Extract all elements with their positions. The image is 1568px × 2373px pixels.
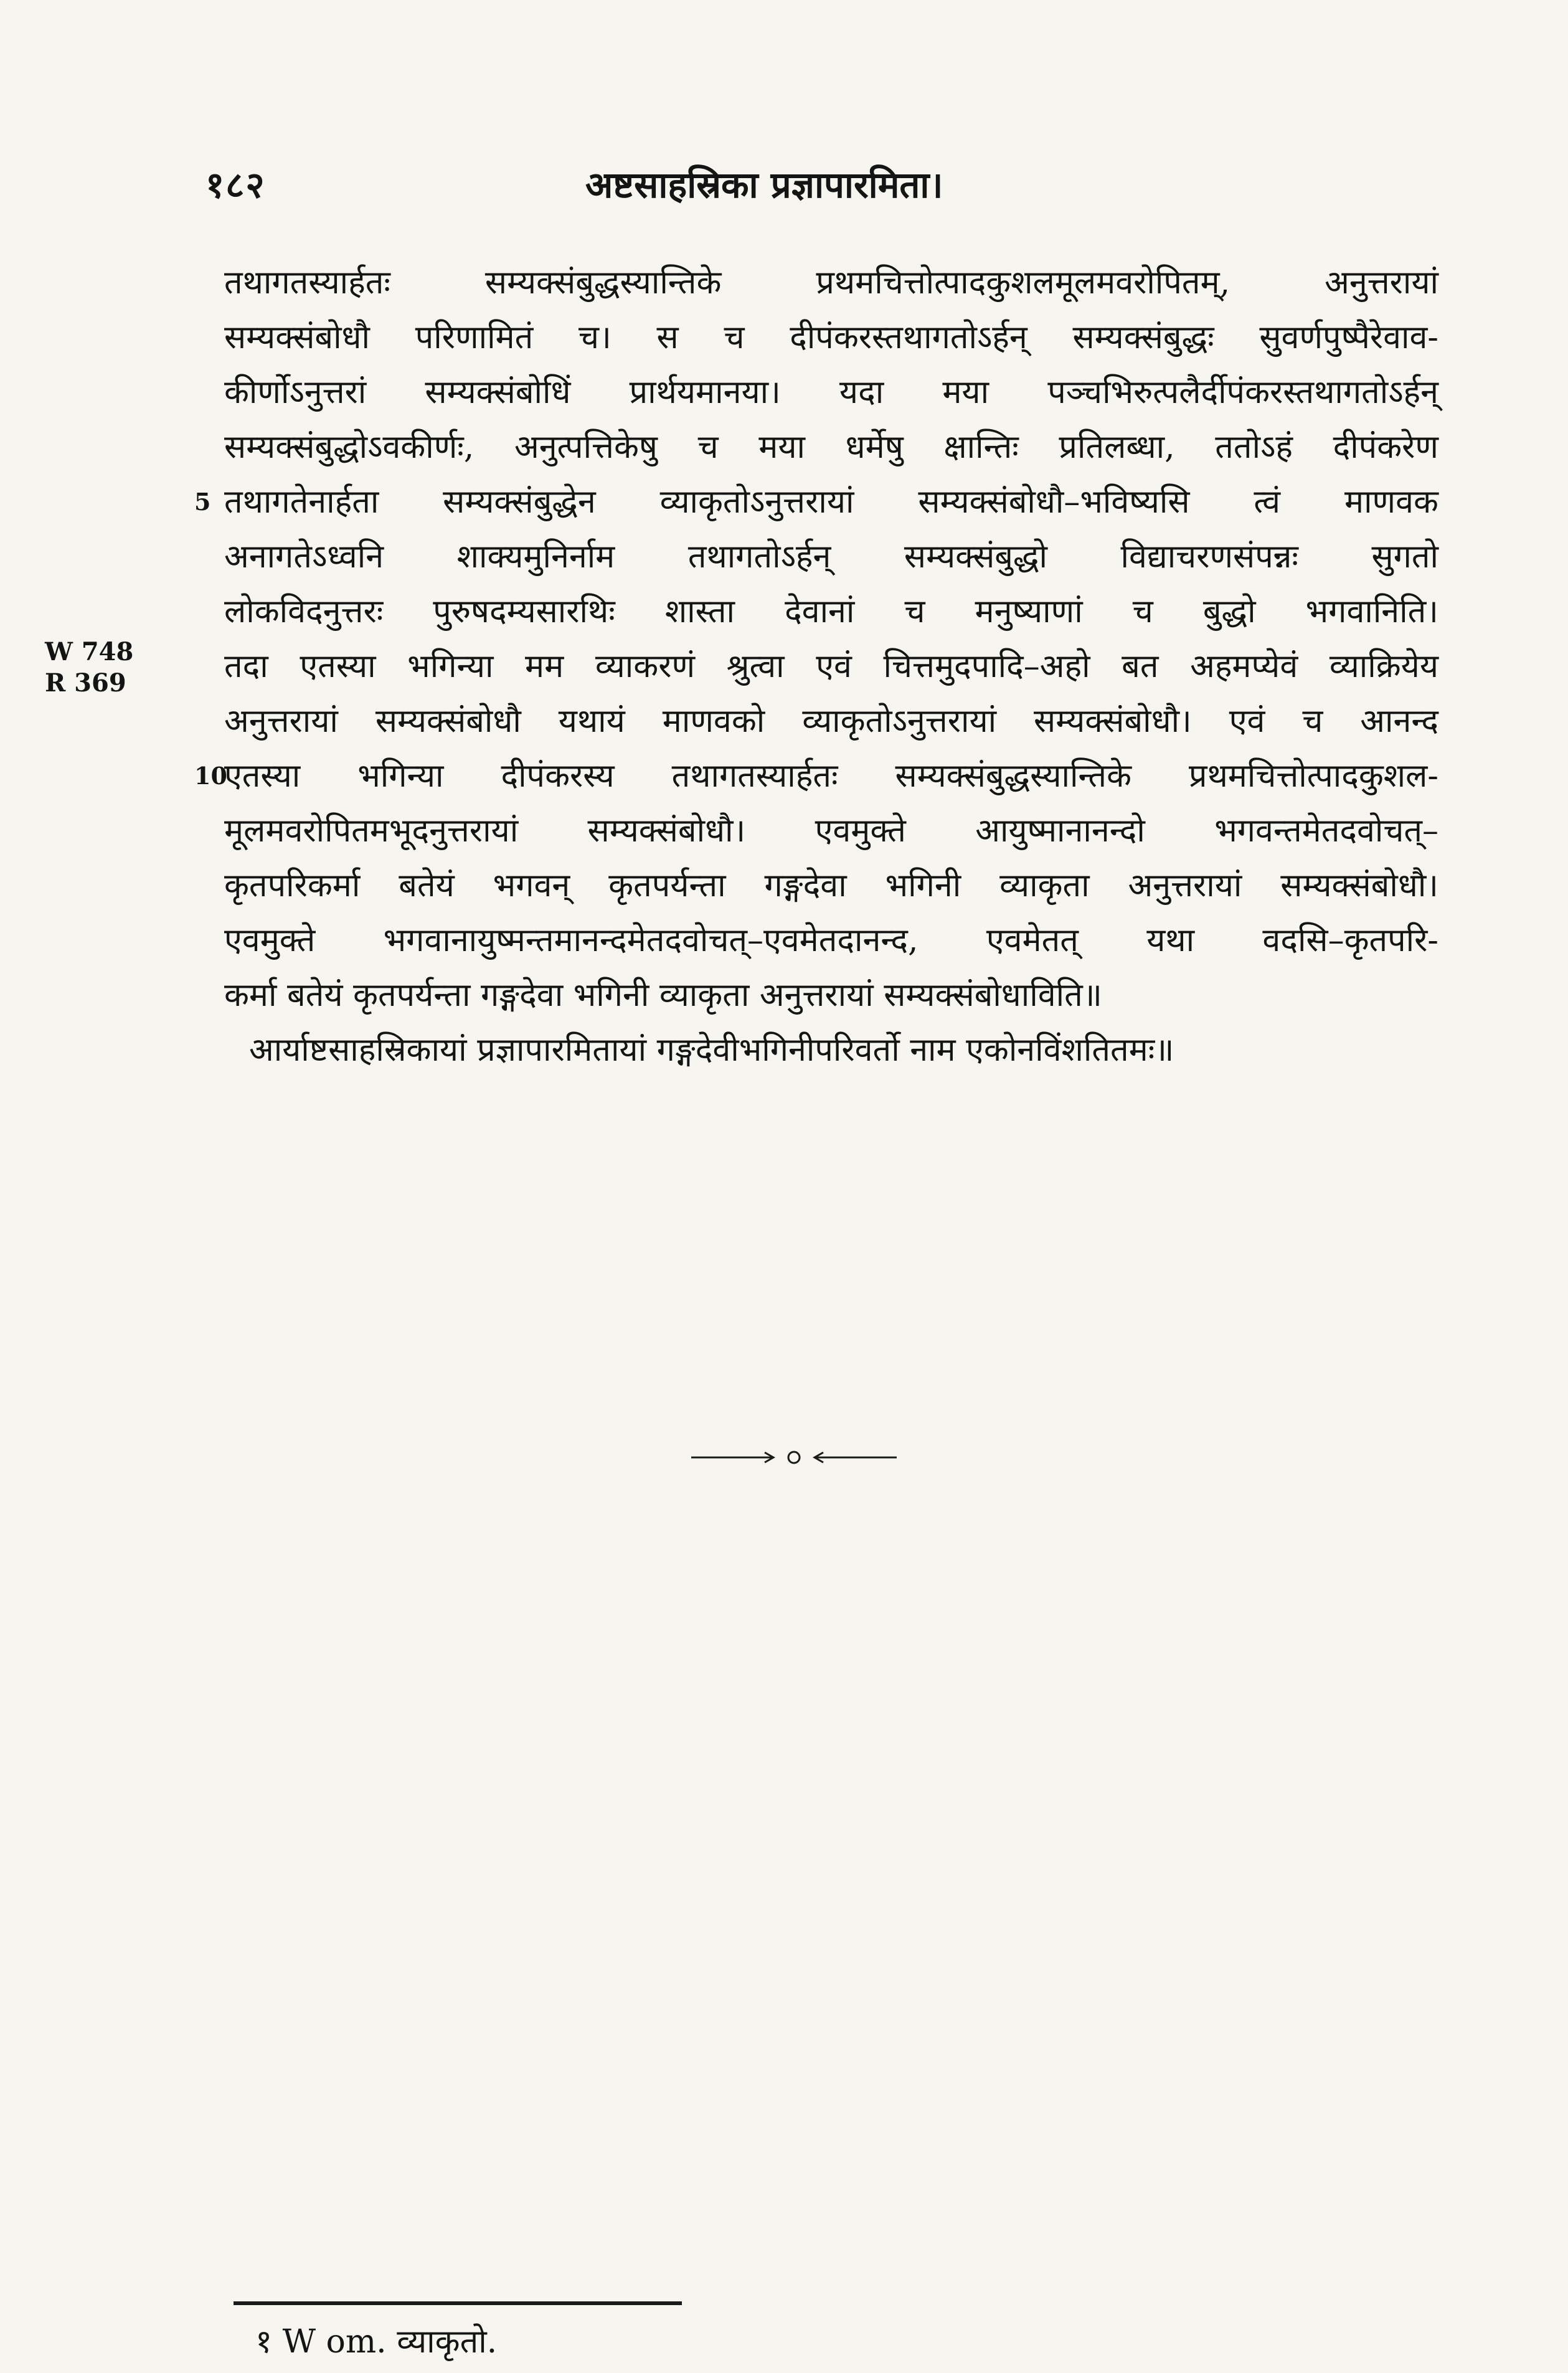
text-line: अनागतेऽध्वनि शाक्यमुनिर्नाम तथागतोऽर्हन् सम्यक्संबुद्धो विद्याचरणसंपन्नः सुगतो xyxy=(224,538,1438,575)
text-line: तथागतस्यार्हतः सम्यक्संबुद्धस्यान्तिके प्रथमचित्तोत्पादकुशलमूलमवरोपितम्, अनुत्तरायां xyxy=(224,264,1438,301)
chapter-colophon: आर्याष्टसाहस्रिकायां प्रज्ञापारमितायां गङ्गदेवीभगिनीपरिवर्तो नाम एकोनविंशतितमः॥ xyxy=(249,1031,1174,1069)
text-line-content: तथागतेनार्हता सम्यक्संबुद्धेन व्याकृतोऽनुत्तरायां सम्यक्संबोधौ–भविष्यसि त्वं माणवक xyxy=(224,483,1438,521)
footnote: १ W om. व्याकृतो. xyxy=(255,2323,498,2361)
text-line: सम्यक्संबोधौ परिणामितं च। स च दीपंकरस्तथागतोऽर्हन् सम्यक्संबुद्धः सुवर्णपुष्पैरेवाव- xyxy=(224,319,1438,356)
text-line-5 xyxy=(194,475,1438,529)
margin-ref-w: W 748 xyxy=(45,637,134,666)
text-line: कर्मा बतेयं कृतपर्यन्ता गङ्गदेवा भगिनी व्याकृता अनुत्तरायां सम्यक्संबोधाविति॥ xyxy=(224,977,1102,1014)
margin-references xyxy=(45,637,144,699)
text-line: मूलमवरोपितमभूदनुत्तरायां सम्यक्संबोधौ। एवमुक्ते आयुष्मानानन्दो भगवन्तमेतदवोचत्– xyxy=(224,812,1438,850)
text-line: कीर्णोऽनुत्तरां सम्यक्संबोधिं प्रार्थयमानया। यदा मया पञ्चभिरुत्पलैर्दीपंकरस्तथागतोऽर्हन् xyxy=(224,374,1438,411)
page-number: १८२ xyxy=(205,164,266,206)
text-line-content: एतस्या भगिन्या दीपंकरस्य तथागतस्यार्हतः सम्यक्संबुद्धस्यान्तिके प्रथमचित्तोत्पादकुशल- xyxy=(224,757,1438,795)
line-number: 10 xyxy=(194,762,227,790)
text-line: तदा एतस्या भगिन्या मम व्याकरणं श्रुत्वा एवं चित्तमुदपादि–अहो बत अहमप्येवं व्याक्रियेय xyxy=(224,648,1438,685)
text-line: अनुत्तरायां सम्यक्संबोधौ यथायं माणवको व्याकृतोऽनुत्तरायां सम्यक्संबोधौ। एवं च आनन्द xyxy=(224,703,1438,740)
ornament-divider-icon xyxy=(691,1445,897,1470)
text-line-10 xyxy=(194,749,1438,803)
text-line: लोकविदनुत्तरः पुरुषदम्यसारथिः शास्ता देवानां च मनुष्याणां च बुद्धो भगवानिति। xyxy=(224,593,1438,630)
text-line: एवमुक्ते भगवानायुष्मन्तमानन्दमेतदवोचत्–एवमेतदानन्द, एवमेतत् यथा वदसि–कृतपरि- xyxy=(224,922,1438,959)
margin-ref-r: R 369 xyxy=(45,668,126,698)
text-line: कृतपरिकर्मा बतेयं भगवन् कृतपर्यन्ता गङ्गदेवा भगिनी व्याकृता अनुत्तरायां सम्यक्संबोधौ। xyxy=(224,867,1438,904)
text-line: सम्यक्संबुद्धोऽवकीर्णः, अनुत्पत्तिकेषु च मया धर्मेषु क्षान्तिः प्रतिलब्धा, ततोऽहं दीपंकरेण xyxy=(224,429,1438,466)
running-title: अष्टसाहस्रिका प्रज्ञापारमिता। xyxy=(585,164,943,206)
line-number: 5 xyxy=(194,488,211,516)
body-text xyxy=(194,255,1438,1078)
footnote-rule xyxy=(234,2301,682,2305)
page-header xyxy=(205,159,1389,215)
